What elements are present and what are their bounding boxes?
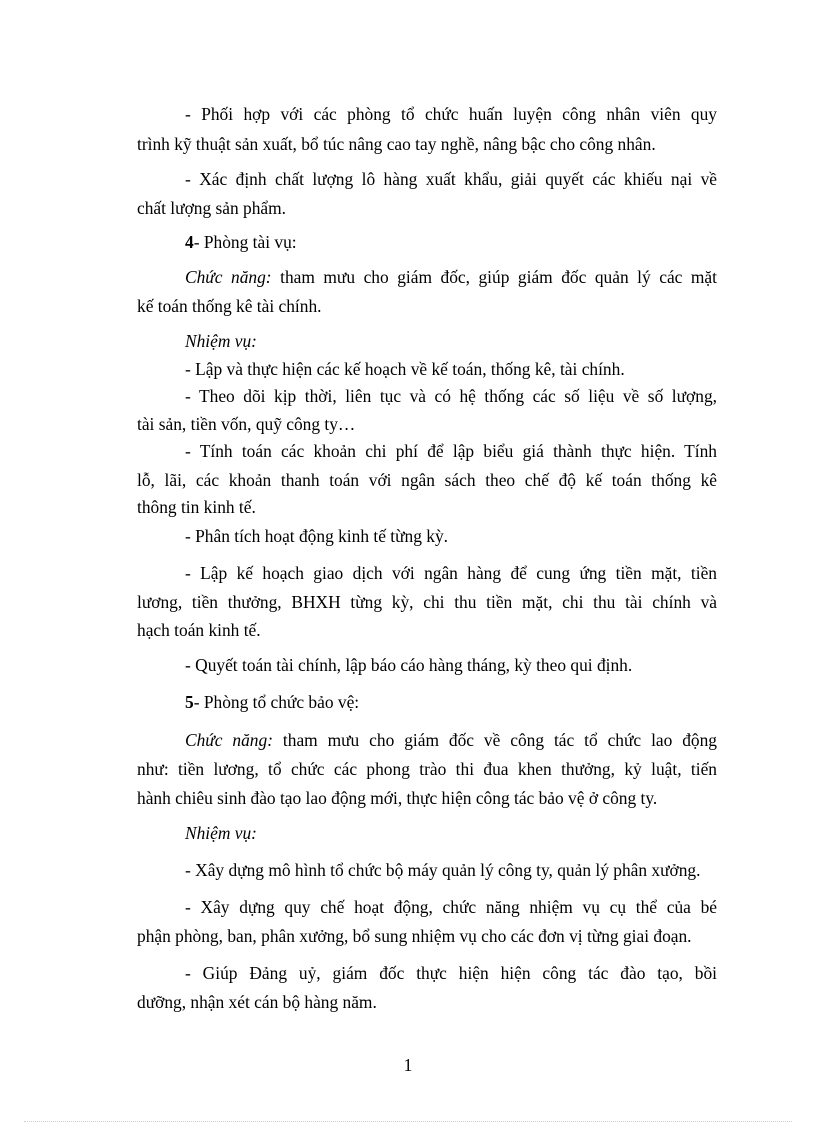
section-number: 5 [185,692,194,712]
paragraph-line: kế toán thống kê tài chính. [137,296,322,316]
duty-item: - Lập và thực hiện các kế hoạch về kế toán, thống kê, tài chính. [185,359,625,379]
section-title: - Phòng tổ chức bảo vệ: [193,692,360,712]
paragraph-line: tài sản, tiền vốn, quỹ công ty… [137,414,356,434]
function-label: Chức năng: [185,730,273,750]
paragraph-line: trình kỹ thuật sản xuất, bổ túc nâng cao tay nghề, nâng bậc cho công nhân. [137,134,656,154]
function-text: tham mưu cho giám đốc, giúp giám đốc quản lý các mặt [271,267,717,287]
duty-item: - Quyết toán tài chính, lập báo cáo hàng tháng, kỳ theo qui định. [185,655,633,675]
duty-item: - Phân tích hoạt động kinh tế từng kỳ. [185,526,449,546]
paragraph-line: hạch toán kinh tế. [137,620,261,640]
paragraph-line: thông tin kinh tế. [137,497,256,517]
paragraph-line: lương, tiền thưởng, BHXH từng kỳ, chi thu tiền mặt, chi thu tài chính và [137,592,717,612]
section-heading-5 [185,691,717,713]
section-number: 4 [185,232,194,252]
function-label: Chức năng: [185,267,272,287]
duty-item: - Xây dựng mô hình tổ chức bộ máy quản lý công ty, quản lý phân xưởng. [185,860,701,880]
duty-item: - Tính toán các khoản chi phí để lập biểu giá thành thực hiện. Tính [185,441,717,461]
paragraph-line: - Phối hợp với các phòng tổ chức huấn luyện công nhân viên quy [185,104,717,124]
duty-item: - Giúp Đảng uỷ, giám đốc thực hiện hiện công tác đào tạo, bồi [185,963,717,983]
duty-label: Nhiệm vụ: [185,331,257,351]
paragraph-line: dưỡng, nhận xét cán bộ hàng năm. [137,992,377,1012]
paragraph-line: như: tiền lương, tổ chức các phong trào thi đua khen thưởng, kỷ luật, tiến [137,759,717,779]
paragraph-line: phận phòng, ban, phân xưởng, bổ sung nhiệm vụ cho các đơn vị từng giai đoạn. [137,926,692,946]
paragraph-line: lỗ, lãi, các khoản thanh toán với ngân sách theo chế độ kế toán thống kê [137,470,717,490]
paragraph-line: - Xác định chất lượng lô hàng xuất khẩu, giải quyết các khiếu nại về [185,169,717,189]
footer-divider [24,1121,792,1122]
function-line [185,266,717,288]
paragraph-line: hành chiêu sinh đào tạo lao động mới, thực hiện công tác bảo vệ ở công ty. [137,788,658,808]
duty-item: - Lập kế hoạch giao dịch với ngân hàng để cung ứng tiền mặt, tiền [185,563,717,583]
duty-item: - Xây dựng quy chế hoạt động, chức năng nhiệm vụ cụ thể của bé [185,897,717,917]
page-number: 1 [403,1055,413,1075]
section-heading-4 [185,231,717,253]
duty-label: Nhiệm vụ: [185,823,257,843]
section-title: - Phòng tài vụ: [193,232,297,252]
duty-item: - Theo dõi kịp thời, liên tục và có hệ thống các số liệu về số lượng, [185,386,717,406]
function-line [185,729,717,751]
function-text: tham mưu cho giám đốc về công tác tổ chức lao động [273,730,718,750]
paragraph-line: chất lượng sản phẩm. [137,198,287,218]
